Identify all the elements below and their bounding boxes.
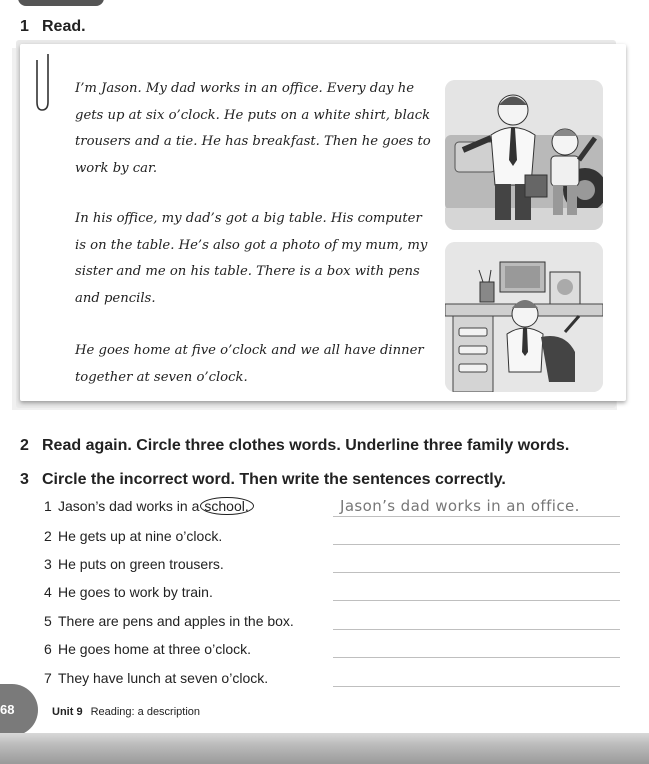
reading-paragraph-2: In his office, my dad’s got a big table. His computer is on the table. He’s also got a photo of my mum, my sister and me on his table. There is a box with pens and pencils. <box>75 211 428 306</box>
section-number: 3 <box>20 471 29 488</box>
paper-clip-icon <box>36 52 54 114</box>
exercise-item-3: 3 He puts on green trousers. <box>44 556 224 572</box>
exercise-item-7: 7 They have lunch at seven o’clock. <box>44 670 269 686</box>
answer-line-5[interactable] <box>333 629 620 630</box>
exercise-item-4: 4 He goes to work by train. <box>44 584 213 600</box>
circled-word: school. <box>200 497 253 515</box>
illustration-dad-and-son <box>445 80 603 230</box>
answer-text: Jason’s dad works in an office. <box>340 497 580 515</box>
answer-line-1[interactable] <box>333 516 620 517</box>
section-3-title: 3 Circle the incorrect word. Then write the sentences correctly. <box>20 471 506 488</box>
exercise-item-5: 5 There are pens and apples in the box. <box>44 613 294 629</box>
answer-line-3[interactable] <box>333 572 620 573</box>
unit-label: Unit 9 Reading: a description <box>52 706 201 718</box>
exercise-item-1: 1 Jason’s dad works in a school. <box>44 498 254 514</box>
section-number: 1 <box>20 18 29 35</box>
exercise-item-6: 6 He goes home at three o’clock. <box>44 641 251 657</box>
answer-line-6[interactable] <box>333 657 620 658</box>
page-number: 68 <box>0 702 15 717</box>
answer-line-7[interactable] <box>333 686 620 687</box>
exercise-item-2: 2 He gets up at nine o’clock. <box>44 528 223 544</box>
reading-paragraph-1: I’m Jason. My dad works in an office. Every day he gets up at six o’clock. He puts on a white shirt, black trousers and a tie. He has breakfast. Then he goes to work by car. <box>75 81 431 176</box>
answer-line-4[interactable] <box>333 600 620 601</box>
reading-paragraph-3: He goes home at five o’clock and we all have dinner together at seven o’clock. <box>75 343 424 385</box>
section-2-title: 2 Read again. Circle three clothes words. Underline three family words. <box>20 437 570 454</box>
illustration-office-desk <box>445 242 603 392</box>
answer-line-2[interactable] <box>333 544 620 545</box>
scan-edge <box>0 733 649 764</box>
section-1-title: 1 Read. <box>20 18 86 35</box>
header-tab <box>18 0 104 6</box>
section-number: 2 <box>20 437 29 454</box>
